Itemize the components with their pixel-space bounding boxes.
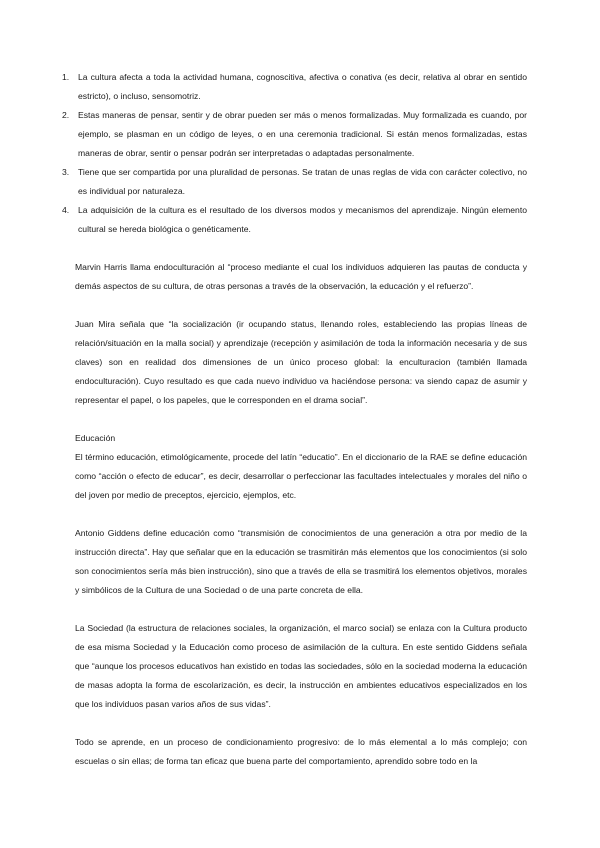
list-item: [62, 106, 527, 163]
numbered-list: [62, 68, 527, 239]
list-item-text: Estas maneras de pensar, sentir y de obrar pueden ser más o menos formalizadas. Muy formalizada es cuando, por ejemplo, se plasman en un código de leyes, o en una ceremonia tradicional. Si están menos formalizadas, estas maneras de obrar, sentir o pensar podrán ser interpretadas o adaptadas personalmente.: [78, 110, 527, 158]
paragraph-mira: Juan Mira señala que “la socialización (ir ocupando status, llenando roles, estableciendo las propias líneas de relación/situación en la malla social) y aprendizaje (recepción y asimilación de toda la información necesaria y de sus claves) son en realidad dos dimensiones de un único proceso global: la enculturacion (también llamada endoculturación). Cuyo resultado es que cada nuevo individuo va haciéndose persona: va siendo capaz de asumir y representar el papel, o los papeles, que le corresponden en el drama social”.: [75, 319, 527, 405]
list-item-text: La cultura afecta a toda la actividad humana, cognoscitiva, afectiva o conativa (es decir, relativa al obrar en sentido estricto), o incluso, sensomotriz.: [78, 72, 527, 101]
list-item: [62, 201, 527, 239]
paragraph-todo: Todo se aprende, en un proceso de condicionamiento progresivo: de lo más elemental a lo más complejo; con escuelas o sin ellas; de forma tan eficaz que buena parte del comportamiento, aprendido sobre todo en la: [75, 737, 527, 766]
list-number: 4.: [62, 205, 70, 215]
paragraph-educacion: El término educación, etimológicamente, procede del latín “educatio”. En el diccionario de la RAE se define educación como “acción o efecto de educar”, es decir, desarrollar o perfeccionar las facultades intelectuales y morales del niño o del joven por medio de preceptos, ejercicio, ejemplos, etc.: [75, 452, 527, 500]
list-number: 1.: [62, 72, 70, 82]
list-item: [62, 163, 527, 201]
section-heading: Educación: [75, 433, 116, 443]
paragraph-giddens: Antonio Giddens define educación como “transmisión de conocimientos de una generación a otra por medio de la instrucción directa”. Hay que señalar que en la educación se trasmitirán más elementos que los conocimientos (si solo son conocimientos sería más bien instrucción), sino que a través de ella se trasmitirá los elementos objetivos, morales y simbólicos de la Cultura de una Sociedad o de una parte concreta de ella.: [75, 528, 527, 595]
document-body: [62, 68, 527, 771]
paragraph-harris: Marvin Harris llama endoculturación al “proceso mediante el cual los individuos adquieren las pautas de conducta y demás aspectos de su cultura, de otras personas a través de la observación, la educación y el refuerzo”.: [75, 262, 527, 291]
list-number: 2.: [62, 110, 70, 120]
list-item: [62, 68, 527, 106]
list-item-text: La adquisición de la cultura es el resultado de los diversos modos y mecanismos del aprendizaje. Ningún elemento cultural se hereda biológica o genéticamente.: [78, 205, 527, 234]
paragraph-sociedad: La Sociedad (la estructura de relaciones sociales, la organización, el marco social) se enlaza con la Cultura producto de esa misma Sociedad y la Educación como proceso de asimilación de la cultura. En este sentido Giddens señala que “aunque los procesos educativos han existido en todas las sociedades, sólo en la sociedad moderna la educación de masas adopta la forma de escolarización, es decir, la instrucción en ambientes educativos especializados en los que los individuos pasan varios años de sus vidas”.: [75, 623, 527, 709]
list-number: 3.: [62, 167, 70, 177]
list-item-text: Tiene que ser compartida por una pluralidad de personas. Se tratan de unas reglas de vida con carácter colectivo, no es individual por naturaleza.: [78, 167, 527, 196]
